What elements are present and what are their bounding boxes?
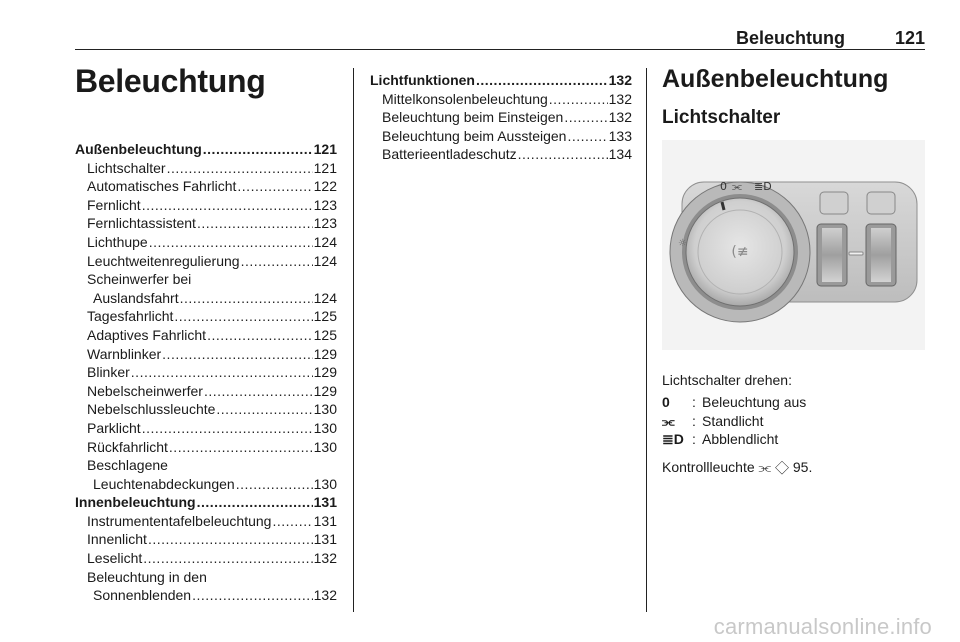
toc-leader-dots — [142, 196, 313, 215]
toc-entry-title: Tagesfahrlicht — [87, 308, 174, 325]
toc-leader-dots — [143, 549, 312, 568]
toc-entry — [75, 382, 337, 401]
toc-entry-title: Leselicht — [87, 550, 143, 567]
toc-column-1 — [75, 62, 337, 605]
toc-entry-title: Lichtschalter — [87, 159, 166, 176]
toc-page-number: 132 — [313, 587, 337, 604]
toc-page-number: 121 — [313, 159, 337, 176]
svg-text:☼: ☼ — [678, 238, 687, 249]
toc-page-number: 125 — [313, 308, 337, 325]
chapter-title: Beleuchtung — [75, 63, 266, 99]
toc-page-number: 129 — [313, 382, 337, 399]
symbol-description: Standlicht — [702, 412, 764, 429]
toc-entry-title: Lichtfunktionen — [370, 72, 475, 88]
table-of-contents — [370, 71, 632, 164]
toc-entry — [75, 586, 337, 605]
toc-page-number: 132 — [608, 72, 632, 88]
toc-page-number: 129 — [313, 364, 337, 381]
toc-page-number: 130 — [313, 419, 337, 436]
toc-entry — [75, 456, 337, 475]
toc-page-number: 130 — [313, 475, 337, 492]
toc-entry — [75, 512, 337, 531]
toc-page-number: 131 — [313, 531, 337, 548]
toc-leader-dots — [207, 326, 313, 345]
toc-heading — [75, 140, 337, 159]
toc-column-2 — [370, 71, 632, 164]
toc-entry-title: Leuchtweitenregulierung — [87, 252, 240, 269]
toc-leader-dots — [148, 530, 313, 549]
toc-entry-title: Sonnenblenden — [93, 587, 192, 604]
separator: : — [692, 431, 696, 448]
toc-entry — [370, 90, 632, 109]
toc-leader-dots — [567, 127, 607, 146]
toc-leader-dots — [272, 512, 312, 531]
symbol-description: Abblendlicht — [702, 431, 779, 448]
page-number: 121 — [894, 28, 925, 48]
toc-leader-dots — [476, 71, 608, 90]
content-column — [662, 62, 925, 475]
symbol-row — [662, 412, 925, 431]
toc-entry — [75, 363, 337, 382]
toc-entry-title: Mittelkonsolenbeleuchtung — [382, 90, 548, 107]
toc-heading — [75, 493, 337, 512]
toc-entry-title: Innenbeleuchtung — [75, 494, 196, 511]
toc-entry-title: Fernlicht — [87, 196, 141, 213]
toc-entry — [75, 345, 337, 364]
section-title: Außenbeleuchtung — [662, 65, 889, 93]
toc-entry — [75, 270, 337, 289]
toc-page-number: 125 — [313, 326, 337, 343]
toc-entry — [75, 568, 337, 587]
toc-entry — [75, 233, 337, 252]
toc-entry-title: Warnblinker — [87, 345, 162, 362]
toc-leader-dots — [180, 289, 313, 308]
light-symbol-icon: 0 — [662, 394, 670, 410]
toc-entry-title: Parklicht — [87, 419, 141, 436]
toc-entry-title: Innenlicht — [87, 531, 147, 548]
toc-page-number: 132 — [313, 550, 337, 567]
separator: : — [692, 412, 696, 429]
toc-entry — [75, 419, 337, 438]
light-symbol-icon: ⫘ — [662, 412, 675, 429]
toc-entry-title: Batterieentladeschutz — [382, 146, 517, 163]
toc-entry — [370, 108, 632, 127]
toc-page-number: 124 — [313, 289, 337, 306]
toc-entry — [75, 177, 337, 196]
toc-leader-dots — [169, 438, 313, 457]
column-divider — [353, 68, 354, 612]
toc-leader-dots — [549, 90, 608, 109]
toc-entry-title: Leuchtenabdeckungen — [93, 475, 235, 492]
toc-entry-title: Fernlichtassistent — [87, 215, 196, 232]
symbol-row — [662, 393, 925, 412]
toc-entry — [75, 530, 337, 549]
toc-page-number: 134 — [608, 146, 632, 163]
toc-leader-dots — [241, 252, 313, 271]
indicator-note: Kontrollleuchte ⫘ ◇ 95. — [662, 459, 813, 475]
toc-entry-title: Beleuchtung beim Einsteigen — [382, 109, 564, 126]
toc-page-number: 123 — [313, 215, 337, 232]
toc-entry — [75, 475, 337, 494]
svg-text:(≢: (≢ — [731, 244, 749, 260]
toc-entry-title: Nebelscheinwerfer — [87, 382, 203, 399]
separator: : — [692, 394, 696, 410]
toc-entry — [75, 438, 337, 457]
toc-page-number: 131 — [313, 494, 337, 511]
header-rule — [75, 49, 925, 50]
running-header — [75, 28, 925, 48]
toc-entry-title: Rückfahrlicht — [87, 438, 168, 455]
toc-leader-dots — [237, 177, 312, 196]
toc-page-number: 124 — [313, 233, 337, 250]
toc-page-number: 122 — [313, 178, 337, 195]
toc-entry-title: Instrumententafelbeleuchtung — [87, 512, 272, 529]
toc-leader-dots — [204, 382, 313, 401]
toc-leader-dots — [167, 159, 313, 178]
toc-leader-dots — [174, 307, 312, 326]
symbol-row — [662, 430, 925, 449]
toc-entry-title: Beleuchtung in den — [87, 568, 207, 585]
svg-text:⫘: ⫘ — [732, 180, 742, 193]
toc-entry — [75, 549, 337, 568]
toc-entry-title: Blinker — [87, 364, 130, 381]
toc-page-number: 133 — [608, 127, 632, 144]
toc-entry-title: Beschlagene — [87, 457, 168, 474]
toc-entry — [75, 307, 337, 326]
svg-text:≣D: ≣D — [754, 180, 772, 193]
subsection-title: Lichtschalter — [662, 107, 781, 128]
toc-page-number: 124 — [313, 252, 337, 269]
toc-page-number: 132 — [608, 90, 632, 107]
svg-text:0: 0 — [720, 180, 727, 193]
toc-leader-dots — [149, 233, 313, 252]
toc-heading — [370, 71, 632, 90]
toc-page-number: 131 — [313, 512, 337, 529]
toc-entry — [370, 127, 632, 146]
toc-entry — [75, 289, 337, 308]
toc-entry — [75, 196, 337, 215]
toc-leader-dots — [192, 586, 313, 605]
toc-entry-title: Adaptives Fahrlicht — [87, 326, 207, 343]
toc-entry-title: Automatisches Fahrlicht — [87, 178, 237, 195]
toc-page-number: 129 — [313, 345, 337, 362]
toc-entry — [75, 214, 337, 233]
toc-entry-title: Auslandsfahrt — [93, 289, 179, 306]
toc-page-number: 123 — [313, 196, 337, 213]
toc-entry — [75, 400, 337, 419]
toc-entry — [75, 159, 337, 178]
toc-leader-dots — [203, 140, 313, 159]
toc-entry-title: Außenbeleuchtung — [75, 141, 202, 157]
toc-entry-title: Nebelschlussleuchte — [87, 401, 216, 418]
toc-leader-dots — [518, 145, 608, 164]
caption: Lichtschalter drehen: — [662, 372, 792, 388]
toc-leader-dots — [142, 419, 313, 438]
toc-entry-title: Beleuchtung beim Aussteigen — [382, 127, 567, 144]
toc-page-number: 121 — [313, 141, 337, 157]
toc-leader-dots — [564, 108, 607, 127]
toc-leader-dots — [197, 214, 313, 233]
toc-leader-dots — [131, 363, 313, 382]
toc-entry-title: Lichthupe — [87, 233, 148, 250]
table-of-contents — [75, 140, 337, 605]
light-switch-photo — [662, 140, 925, 350]
toc-entry — [75, 252, 337, 271]
toc-leader-dots — [236, 475, 313, 494]
toc-entry-title: Scheinwerfer bei — [87, 271, 192, 288]
toc-page-number: 130 — [313, 401, 337, 418]
toc-entry — [370, 145, 632, 164]
toc-page-number: 130 — [313, 438, 337, 455]
symbol-list — [662, 393, 925, 449]
header-section-title: Beleuchtung — [735, 28, 845, 48]
symbol-description: Beleuchtung aus — [702, 394, 807, 410]
toc-leader-dots — [216, 400, 312, 419]
light-symbol-icon: ≣D — [662, 431, 684, 448]
watermark: carmanualsonline.info — [713, 614, 932, 639]
column-divider — [646, 68, 647, 612]
toc-leader-dots — [162, 345, 312, 364]
toc-leader-dots — [197, 493, 313, 512]
toc-page-number: 132 — [608, 109, 632, 126]
toc-entry — [75, 326, 337, 345]
